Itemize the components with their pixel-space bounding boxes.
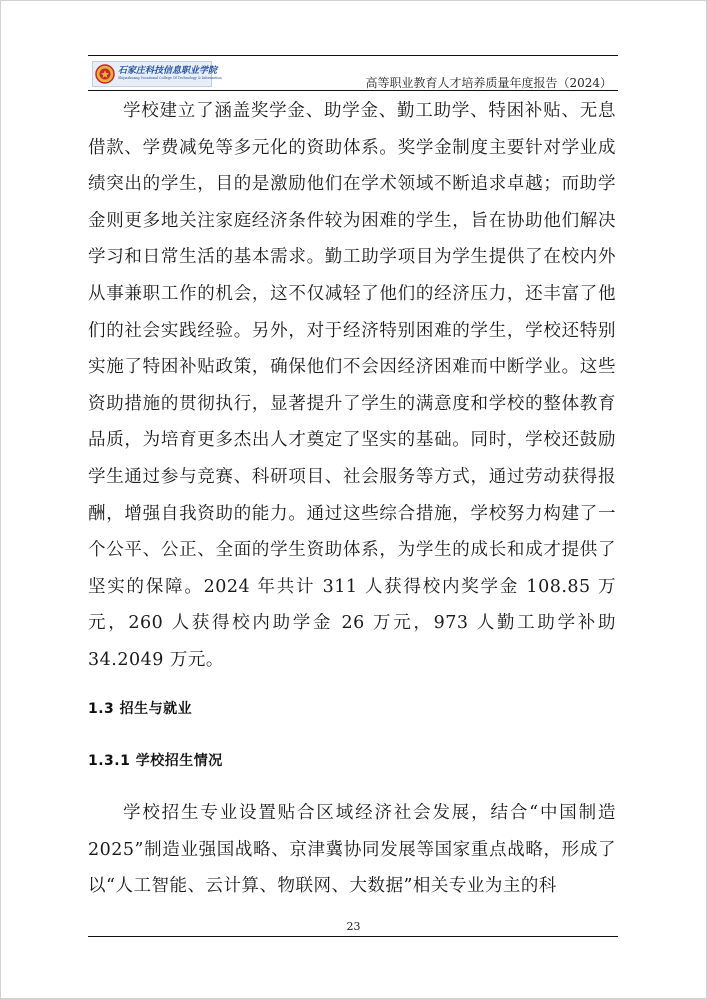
section-heading-1-3: 1.3 招生与就业: [88, 701, 193, 717]
paragraph-financial-aid: 学校建立了涵盖奖学金、助学金、勤工助学、特困补贴、无息借款、学费减免等多元化的资助体系。奖学金制度主要针对学业成绩突出的学生，目的是激励他们在学术领域不断追求卓越；而助学金则更多地关注家庭经济条件较为困难的学生，旨在协助他们解决学习和日常生活的基本需求。勤工助学项目为学生提供了在校内外从事兼职工作的机会，这不仅减轻了他们的经济压力，还丰富了他们的社会实践经验。另外，对于经济特别困难的学生，学校还特别实施了特困补贴政策，确保他们不会因经济困难而中断学业。这些资助措施的贯彻执行，显著提升了学生的满意度和学校的整体教育品质，为培育更多杰出人才奠定了坚实的基础。同时，学校还鼓励学生通过参与竞赛、科研项目、社会服务等方式，通过劳动获得报酬，增强自我资助的能力。通过这些综合措施，学校努力构建了一个公平、公正、全面的学生资助体系，为学生的成长和成才提供了坚实的保障。2024 年共计 311 人获得校内奖学金 108.85 万元，260 人获得校内助学金 26 万元，973 人勤工助学补助 34.2049 万元。: [88, 101, 616, 670]
paragraph-enrollment: 学校招生专业设置贴合区域经济社会发展，结合“中国制造2025”制造业强国战略、京津冀协同发展等国家重点战略，形成了以“人工智能、云计算、物联网、大数据”相关专业为主的科: [88, 803, 616, 897]
logo-chinese-name: 石家庄科技信息职业学院: [118, 66, 218, 77]
page-number: 23: [346, 920, 361, 933]
logo-english-name: Shijiazhuang Vocational College Of Technology & Information: [118, 76, 222, 81]
report-title: 高等职业教育人才培养质量年度报告（2024）: [365, 76, 612, 90]
section-heading-1-3-1: 1.3.1 学校招生情况: [88, 753, 223, 769]
college-logo: [92, 61, 222, 87]
footer-divider: [88, 936, 618, 937]
college-emblem-icon: [95, 64, 115, 84]
page-header: [88, 55, 618, 91]
